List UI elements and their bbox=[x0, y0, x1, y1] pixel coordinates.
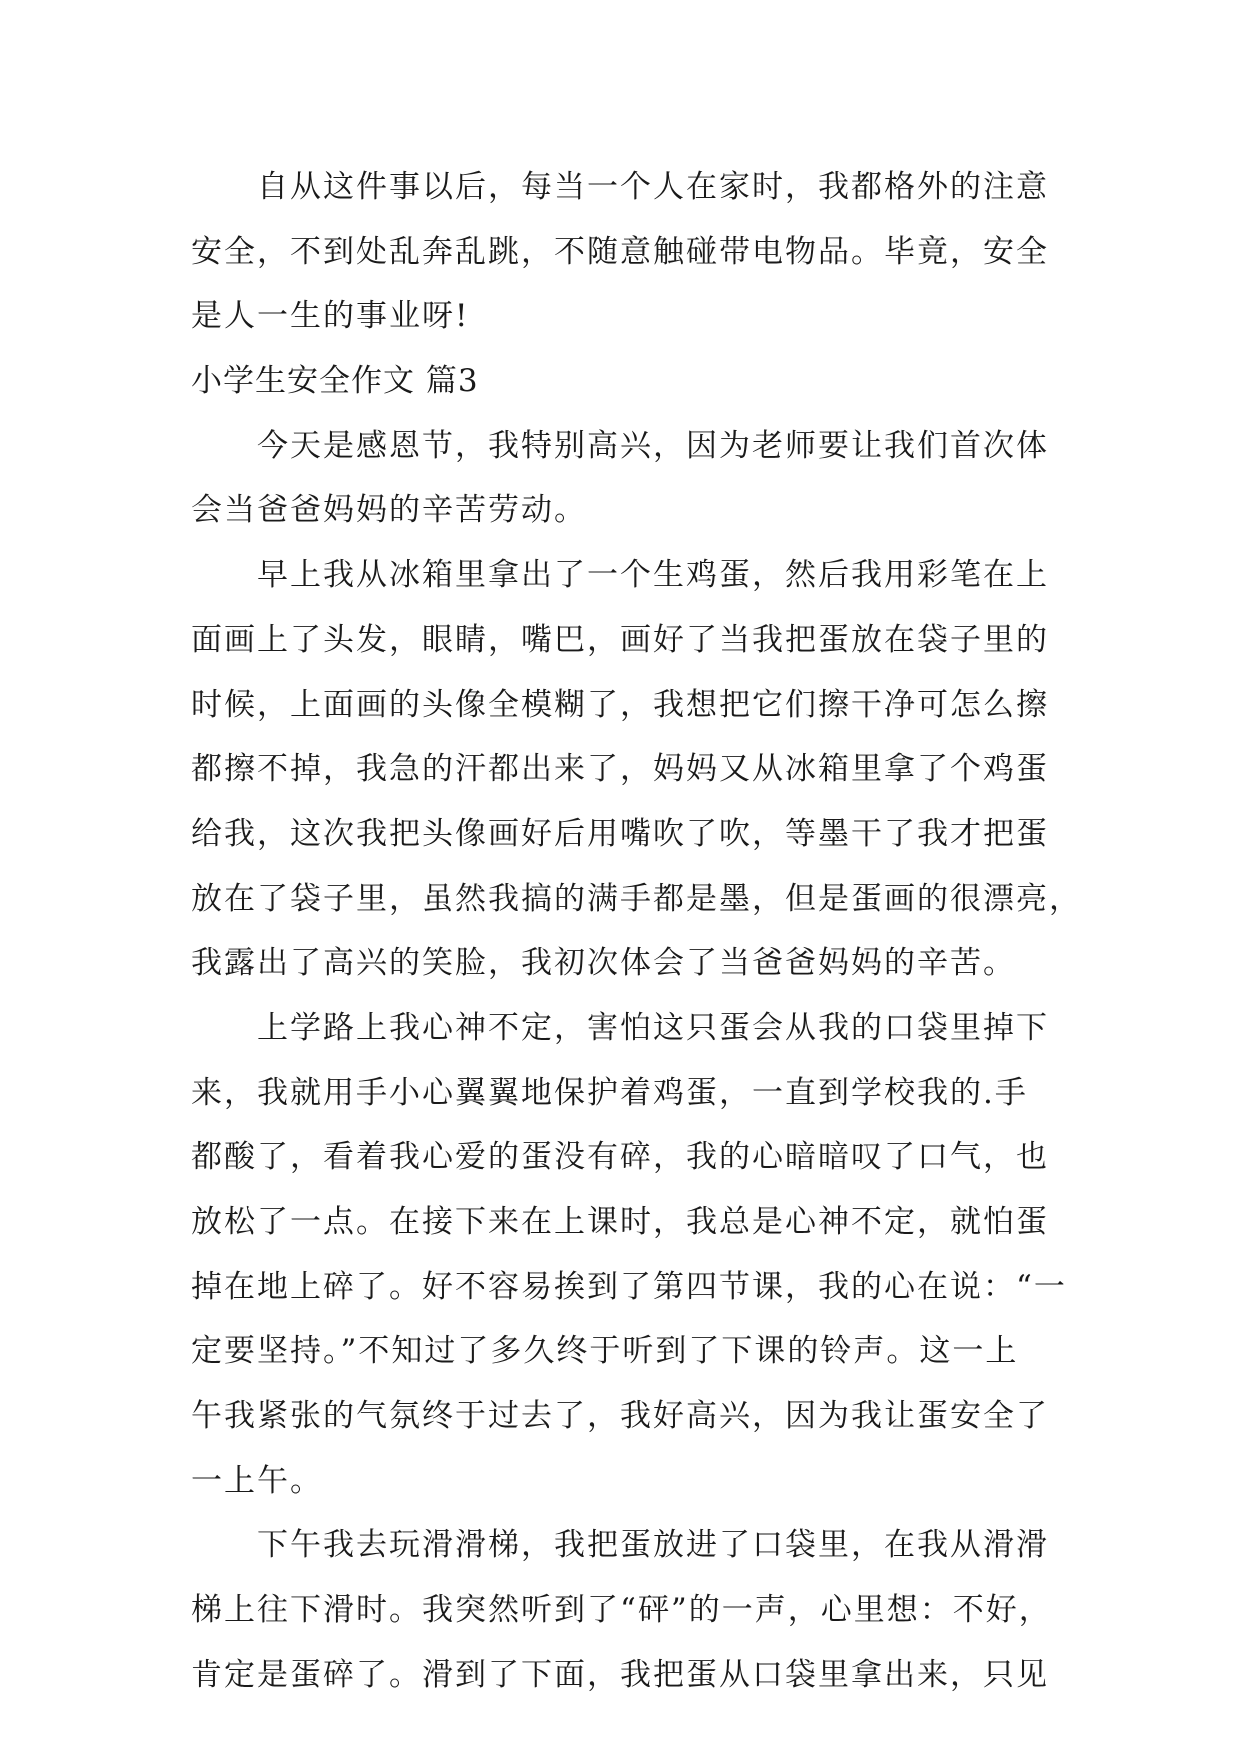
text-line: 下午我去玩滑滑梯，我把蛋放进了口袋里，在我从滑滑 bbox=[191, 1527, 1049, 1564]
text-line: 放在了袋子里，虽然我搞的满手都是墨，但是蛋画的很漂亮， bbox=[191, 880, 1082, 917]
text-line: 都酸了，看着我心爱的蛋没有碎，我的心暗暗叹了口气，也 bbox=[191, 1139, 1049, 1176]
text-line: 给我，这次我把头像画好后用嘴吹了吹，等墨干了我才把蛋 bbox=[191, 815, 1049, 852]
text-line: 我露出了高兴的笑脸，我初次体会了当爸爸妈妈的辛苦。 bbox=[191, 945, 1016, 982]
text-line: 自从这件事以后，每当一个人在家时，我都格外的注意 bbox=[191, 169, 1049, 205]
text-line: 梯上往下滑时。我突然听到了“砰”的一声，心里想：不好， bbox=[191, 1592, 1052, 1629]
text-line: 面画上了头发，眼睛，嘴巴，画好了当我把蛋放在袋子里的 bbox=[191, 621, 1049, 658]
text-line: 肯定是蛋碎了。滑到了下面，我把蛋从口袋里拿出来，只见 bbox=[191, 1656, 1049, 1693]
text-line: 时候，上面画的头像全模糊了，我想把它们擦干净可怎么擦 bbox=[191, 686, 1049, 723]
text-line: 午我紧张的气氛终于过去了，我好高兴，因为我让蛋安全了 bbox=[191, 1398, 1049, 1435]
text-line: 定要坚持。”不知过了多久终于听到了下课的铃声。这一上 bbox=[191, 1333, 1019, 1370]
text-line: 安全，不到处乱奔乱跳，不随意触碰带电物品。毕竟，安全 bbox=[191, 233, 1049, 270]
text-line: 一上午。 bbox=[191, 1462, 323, 1499]
text-line: 是人一生的事业呀! bbox=[191, 298, 470, 335]
text-line: 都擦不掉，我急的汗都出来了，妈妈又从冰箱里拿了个鸡蛋 bbox=[191, 751, 1049, 788]
essay-body bbox=[191, 155, 1082, 1708]
text-line: 上学路上我心神不定，害怕这只蛋会从我的口袋里掉下 bbox=[191, 1009, 1049, 1046]
text-line: 掉在地上碎了。好不容易挨到了第四节课，我的心在说：“一 bbox=[191, 1268, 1067, 1305]
text-line: 放松了一点。在接下来在上课时，我总是心神不定，就怕蛋 bbox=[191, 1204, 1049, 1240]
text-line: 会当爸爸妈妈的辛苦劳动。 bbox=[191, 492, 587, 529]
text-line: 早上我从冰箱里拿出了一个生鸡蛋，然后我用彩笔在上 bbox=[191, 557, 1049, 594]
text-line: 来，我就用手小心翼翼地保护着鸡蛋，一直到学校我的.手 bbox=[191, 1074, 1028, 1111]
section-heading: 小学生安全作文 篇3 bbox=[191, 363, 479, 400]
text-line: 今天是感恩节，我特别高兴，因为老师要让我们首次体 bbox=[191, 427, 1049, 464]
